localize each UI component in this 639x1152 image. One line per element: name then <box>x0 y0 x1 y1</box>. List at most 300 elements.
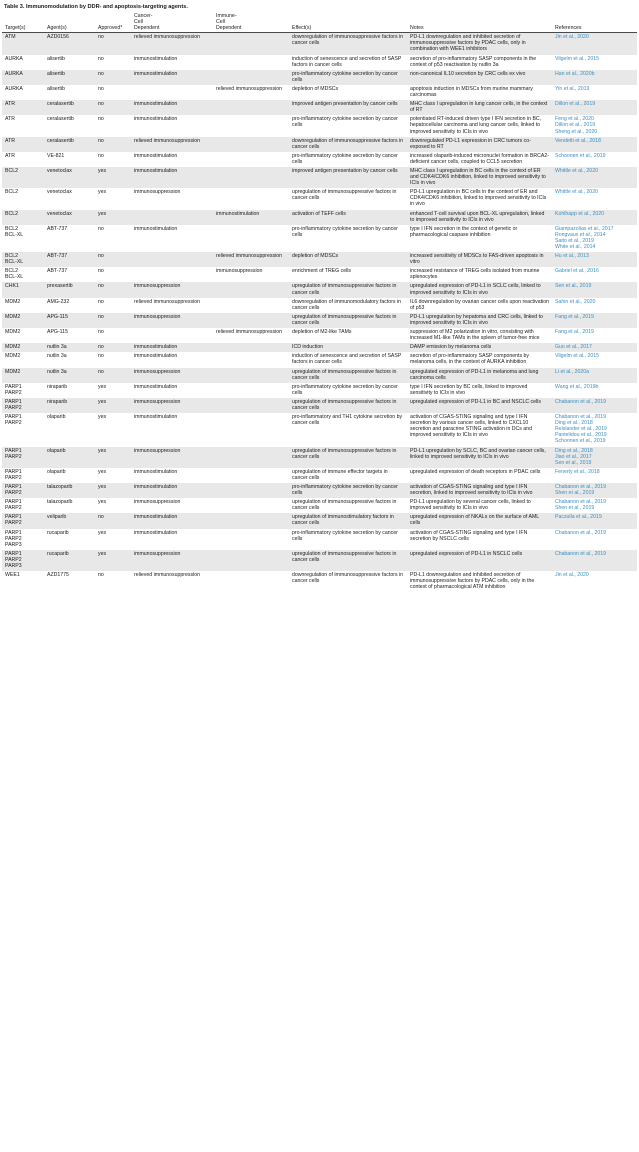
cell-references <box>552 352 637 367</box>
table-row <box>2 33 637 55</box>
cell-immune-cell-dependent <box>213 447 289 468</box>
cell-references <box>552 210 637 225</box>
cell-effect: pro-inflammatory cytokine secretion by cancer cells <box>292 152 398 165</box>
header-ccd-line: Dependent <box>134 25 160 32</box>
table-row <box>2 70 637 85</box>
cell-target <box>2 252 44 267</box>
cell-immune-cell-dependent <box>213 413 289 446</box>
cell-target <box>2 115 44 136</box>
cell-agent: ceralasertib <box>47 116 74 123</box>
cell-notes: PD-L1 downregulation and inhibited secretion of immunosuppressive factors by PDAC cells, only in the context of pharmacological ATM inhibition <box>410 572 535 591</box>
reference-link[interactable]: Ding et al., 2018 <box>555 447 593 454</box>
reference-link[interactable]: Hu et al., 2013 <box>555 253 589 260</box>
target-name: PARP2 <box>5 474 22 481</box>
cell-target <box>2 383 44 398</box>
cell-notes: upregulated expression of PD-L1 in SCLC cells, linked to improved sensitivity to ICIs in vivo <box>410 283 541 296</box>
reference-link[interactable]: Sen et al., 2019 <box>555 283 592 290</box>
cell-immune-cell-dependent <box>213 167 289 188</box>
cell-references <box>552 328 637 343</box>
cell-references <box>552 100 637 115</box>
table-row <box>2 85 637 100</box>
cell-references <box>552 115 637 136</box>
cell-effect: upregulation of immunosuppressive factors in cancer cells <box>292 499 397 512</box>
target-name: CHK1 <box>5 283 19 290</box>
cell-target <box>2 298 44 313</box>
cell-cancer-cell-dependent: immunostimulation <box>134 152 178 159</box>
cell-references <box>552 368 637 383</box>
cell-references <box>552 483 637 498</box>
target-name: MDM2 <box>5 313 21 320</box>
cell-notes: secretion of pro-inflammatory SASP components by melanoma cells, in the context of AURKA inhibition <box>410 353 529 366</box>
cell-target <box>2 100 44 115</box>
target-name: PARP2 <box>5 505 22 512</box>
reference-link[interactable]: Chabanon et al., 2019 <box>555 398 607 405</box>
cell-cancer-cell-dependent <box>131 267 213 282</box>
reference-link[interactable]: Fang et al., 2019 <box>555 313 594 320</box>
cell-immune-cell-dependent <box>213 115 289 136</box>
cell-target <box>2 483 44 498</box>
cell-cancer-cell-dependent <box>131 328 213 343</box>
table-row <box>2 447 637 468</box>
cell-references <box>552 282 637 297</box>
cell-target <box>2 85 44 100</box>
cell-immune-cell-dependent <box>213 282 289 297</box>
cell-approved: no <box>98 353 104 360</box>
table-row <box>2 210 637 225</box>
cell-notes: type I IFN secretion by BC cells, linked to improved sensitivity to ICIs in vivo <box>410 383 528 396</box>
cell-agent: APG-115 <box>47 313 68 320</box>
reference-link[interactable]: Vendetti et al., 2018 <box>555 137 601 144</box>
target-name: MDM2 <box>5 353 21 360</box>
cell-effect: pro-inflammatory cytokine secretion by cancer cells <box>292 484 398 497</box>
cell-effect: enrichment of TREG cells <box>292 268 352 275</box>
cell-immune-cell-dependent <box>213 152 289 167</box>
cell-approved: no <box>98 344 104 351</box>
header-icd-line: Cell <box>216 19 225 26</box>
target-name: ATR <box>5 137 15 144</box>
reference-link[interactable]: Vilgelm et al., 2015 <box>555 55 600 62</box>
cell-references <box>552 498 637 513</box>
cell-effect: pro-inflammatory cytokine secretion by cancer cells <box>292 383 398 396</box>
reference-link[interactable]: Guo et al., 2017 <box>555 344 592 351</box>
cell-notes: increased sensitivity of MDSCs to FAS-driven apoptosis in vitro <box>410 253 544 266</box>
reference-link[interactable]: Wang et al., 2019b <box>555 383 599 390</box>
cell-target <box>2 343 44 352</box>
cell-agent: olaparib <box>47 447 66 454</box>
cell-notes: upregulated expression of PD-L1 in melanoma and lung carcinoma cells <box>410 368 539 381</box>
cell-references <box>552 398 637 413</box>
reference-link[interactable]: Reislander et al., 2019 <box>555 426 607 433</box>
immunomodulation-table <box>2 13 637 592</box>
header-cancer-cell-dependent <box>131 13 213 33</box>
table-row <box>2 55 637 70</box>
reference-link[interactable]: Whittle et al., 2020 <box>555 167 598 174</box>
cell-cancer-cell-dependent <box>131 210 213 225</box>
table-row <box>2 328 637 343</box>
cell-notes: non-canonical IL10 secretion by CRC cells ex vivo <box>410 70 526 77</box>
target-name: ATR <box>5 116 15 123</box>
reference-link[interactable]: White et al., 2014 <box>555 244 596 250</box>
cell-target <box>2 328 44 343</box>
target-name: BCL2 <box>5 253 18 260</box>
cell-references <box>552 529 637 550</box>
cell-immune-cell-dependent <box>213 343 289 352</box>
cell-notes: PD-L1 upregulation in BC cells in the context of ER and CDK4/CDK6 inhibition, linked to improved sensitivity to ICIs in vivo <box>410 189 547 208</box>
cell-agent: rucaparib <box>47 550 69 557</box>
cell-agent: niraparib <box>47 383 68 390</box>
reference-link[interactable]: Jin et al., 2020 <box>555 572 589 579</box>
reference-link[interactable]: Paczulla et al., 2019 <box>555 514 602 521</box>
target-name: BCL-XL <box>5 274 24 281</box>
header-immune-cell-dependent <box>213 13 289 33</box>
cell-approved: yes <box>98 529 107 536</box>
reference-link[interactable]: Chabanon et al., 2019 <box>555 484 607 490</box>
table-header <box>2 13 637 33</box>
cell-cancer-cell-dependent: immunostimulation <box>134 383 178 390</box>
reference-link[interactable]: Dillon et al., 2019 <box>555 122 596 129</box>
header-ccd-line: Cell <box>134 19 143 26</box>
reference-link[interactable]: Shen et al., 2019 <box>555 490 595 497</box>
reference-link[interactable]: Fang et al., 2019 <box>555 329 594 336</box>
reference-link[interactable]: Schoonen et al., 2019 <box>555 152 606 159</box>
cell-immune-cell-dependent <box>213 513 289 528</box>
table-row <box>2 282 637 297</box>
reference-link[interactable]: Yin et al., 2019 <box>555 85 590 92</box>
cell-references <box>552 298 637 313</box>
table-row <box>2 513 637 528</box>
cell-target <box>2 152 44 167</box>
cell-approved: no <box>98 514 104 521</box>
target-name: PARP1 <box>5 383 22 390</box>
cell-target <box>2 571 44 592</box>
target-name: MDM2 <box>5 368 21 375</box>
cell-cancer-cell-dependent: immunosuppression <box>134 368 181 375</box>
reference-link[interactable]: Kohlhapp et al., 2020 <box>555 210 605 217</box>
cell-immune-cell-dependent <box>213 298 289 313</box>
header-agent: Agent(s) <box>44 13 95 33</box>
cell-references <box>552 267 637 282</box>
reference-link[interactable]: Fenerty et al., 2018 <box>555 468 600 475</box>
target-name: PARP1 <box>5 529 22 536</box>
target-name: PARP2 <box>5 556 22 563</box>
cell-notes: upregulated expression of PD-L1 in BC and NSCLC cells <box>410 398 541 405</box>
cell-approved: yes <box>98 414 107 421</box>
target-name: BCL2 <box>5 225 18 232</box>
cell-target <box>2 33 44 55</box>
cell-target <box>2 267 44 282</box>
reference-link[interactable]: Ding et al., 2018 <box>555 420 593 427</box>
cell-cancer-cell-dependent: immunosuppression <box>134 447 181 454</box>
target-name: BCL2 <box>5 268 18 275</box>
cell-agent: talazoparib <box>47 499 73 506</box>
reference-link[interactable]: Saito et al., 2019 <box>555 237 594 244</box>
cell-cancer-cell-dependent: immunosuppression <box>134 398 181 405</box>
header-notes: Notes <box>407 13 552 33</box>
cell-immune-cell-dependent <box>213 368 289 383</box>
target-name: AURKA <box>5 70 23 77</box>
cell-notes: activation of CGAS-STING signaling and type I IFN secretion by various cancer cells, linked to CXCL10 secretion and paracrine STING activation in DCs and improved sensitivity to ICIs in vivo <box>410 414 532 439</box>
cell-cancer-cell-dependent: relieved immunosuppression <box>134 34 201 41</box>
reference-link[interactable]: Giampazolias et al., 2017 <box>555 225 614 232</box>
header-target: Target(s) <box>2 13 44 33</box>
target-name: PARP1 <box>5 499 22 506</box>
cell-references <box>552 383 637 398</box>
cell-references <box>552 571 637 592</box>
cell-effect: upregulation of immunostimulatory factors in cancer cells <box>292 514 394 527</box>
cell-notes: upregulated expression of death receptors in PDAC cells <box>410 468 541 475</box>
cell-notes: PD-L1 upregulation by hepatoma and CRC cells, linked to improved sensitivity to ICIs in vivo <box>410 313 543 326</box>
table-row <box>2 137 637 152</box>
cell-approved: no <box>98 85 104 92</box>
cell-notes: MHC class I upregulation in lung cancer cells, in the context of RT <box>410 101 548 114</box>
cell-approved: no <box>98 55 104 62</box>
cell-agent: AZD0156 <box>47 34 69 41</box>
cell-immune-cell-dependent <box>213 70 289 85</box>
cell-notes: upregulated expression of PD-L1 in NSCLC cells <box>410 550 523 557</box>
cell-cancer-cell-dependent: immunostimulation <box>134 529 178 536</box>
cell-agent: nutlin 3a <box>47 353 67 360</box>
cell-target <box>2 413 44 446</box>
table-row <box>2 368 637 383</box>
cell-agent: ceralasertib <box>47 101 74 108</box>
cell-approved: no <box>98 152 104 159</box>
target-name: PARP2 <box>5 535 22 542</box>
cell-immune-cell-dependent <box>213 498 289 513</box>
cell-cancer-cell-dependent: immunostimulation <box>134 514 178 521</box>
reference-link[interactable]: Chabanon et al., 2019 <box>555 414 607 421</box>
cell-agent: ABT-737 <box>47 268 68 275</box>
reference-link[interactable]: Vilgelm et al., 2015 <box>555 353 600 360</box>
table-caption: Table 3. Immunomodulation by DDR- and apoptosis-targeting agents. <box>4 4 188 10</box>
cell-immune-cell-dependent <box>213 468 289 483</box>
cell-immune-cell-dependent <box>213 55 289 70</box>
cell-effect: improved antigen presentation by cancer cells <box>292 101 398 108</box>
cell-references <box>552 550 637 571</box>
cell-notes: apoptosis induction in MDSCs from murine mammary carcinomas <box>410 85 533 99</box>
target-name: PARP2 <box>5 520 22 527</box>
cell-agent: nutlin 3a <box>47 368 67 375</box>
cell-target <box>2 225 44 252</box>
cell-effect: upregulation of immune effector targets in cancer cells <box>292 468 388 481</box>
cell-cancer-cell-dependent: immunostimulation <box>134 101 178 108</box>
cell-notes: PD-L1 upregulation by SCLC, BC and ovarian cancer cells, linked to improved sensitivity to ICIs in vivo <box>410 447 546 460</box>
cell-cancer-cell-dependent: immunostimulation <box>134 353 178 360</box>
cell-effect: downregulation of immunosuppressive factors in cancer cells <box>292 34 404 47</box>
table-row <box>2 343 637 352</box>
cell-agent: alisertib <box>47 70 65 77</box>
table-row <box>2 188 637 209</box>
cell-approved: no <box>98 225 104 232</box>
cell-approved: yes <box>98 398 107 405</box>
reference-link[interactable]: Sahin et al., 2020 <box>555 298 596 305</box>
header-ccd-line: Cancer- <box>134 13 153 19</box>
cell-target <box>2 468 44 483</box>
cell-effect: pro-inflammatory and TH1 cytokine secretion by cancer cells <box>292 414 403 427</box>
reference-link[interactable]: Jin et al., 2020 <box>555 34 589 41</box>
reference-link[interactable]: Feng et al., 2020 <box>555 116 594 123</box>
table-body <box>2 33 637 593</box>
table-row <box>2 571 637 592</box>
cell-immune-cell-dependent <box>213 225 289 252</box>
cell-effect: depletion of M2-like TAMs <box>292 329 352 336</box>
cell-approved: no <box>98 253 104 260</box>
cell-cancer-cell-dependent: immunostimulation <box>134 167 178 174</box>
reference-link[interactable]: Jiao et al., 2017 <box>555 453 592 460</box>
cell-immune-cell-dependent: immunosuppression <box>216 268 263 275</box>
target-name: MDM2 <box>5 344 21 351</box>
cell-effect: upregulation of immunosuppressive factors in cancer cells <box>292 368 397 381</box>
cell-effect: depletion of MDSCs <box>292 253 339 260</box>
header-approved: Approved* <box>95 13 131 33</box>
table-row <box>2 252 637 267</box>
cell-cancer-cell-dependent: relieved immunosuppression <box>134 572 201 579</box>
target-name: PARP2 <box>5 404 22 411</box>
table-row <box>2 152 637 167</box>
cell-immune-cell-dependent <box>213 33 289 55</box>
target-name: ATR <box>5 101 15 108</box>
cell-references <box>552 343 637 352</box>
cell-effect: upregulation of immunosuppressive factors in cancer cells <box>292 398 397 411</box>
cell-effect: pro-inflammatory cytokine secretion by cancer cells <box>292 529 398 542</box>
cell-target <box>2 398 44 413</box>
cell-effect: downregulation of immunosuppressive factors in cancer cells <box>292 572 404 585</box>
cell-approved: yes <box>98 499 107 506</box>
cell-target <box>2 352 44 367</box>
cell-effect: downregulation of immunomodulatory factors in cancer cells <box>292 298 401 311</box>
cell-references <box>552 225 637 252</box>
reference-link[interactable]: Schoonen et al., 2019 <box>555 438 606 445</box>
cell-approved: yes <box>98 550 107 557</box>
cell-references <box>552 152 637 167</box>
reference-link[interactable]: Whittle et al., 2020 <box>555 189 598 196</box>
cell-target <box>2 70 44 85</box>
cell-notes: activation of CGAS-STING signaling and type I IFN secretion by NSCLC cells <box>410 529 528 542</box>
cell-immune-cell-dependent <box>213 100 289 115</box>
cell-notes: suppression of M2 polarization in vitro, consisting with increased M1-like TAMs in the spleen of tumor-free mice <box>410 329 540 342</box>
reference-link[interactable]: Shen et al., 2019 <box>555 505 595 512</box>
target-name: WEE1 <box>5 572 20 579</box>
cell-effect: ICD induction <box>292 344 324 351</box>
cell-target <box>2 282 44 297</box>
cell-immune-cell-dependent <box>213 571 289 592</box>
cell-immune-cell-dependent: immunostimulation <box>216 210 260 217</box>
cell-agent: VE-821 <box>47 152 65 159</box>
cell-cancer-cell-dependent: immunostimulation <box>134 55 178 62</box>
reference-link[interactable]: Chabanon et al., 2019 <box>555 550 607 557</box>
reference-link[interactable]: Chabanon et al., 2019 <box>555 529 607 536</box>
cell-references <box>552 188 637 209</box>
table-row <box>2 413 637 446</box>
cell-agent: prexasertib <box>47 283 73 290</box>
target-name: BCL-XL <box>5 259 24 266</box>
reference-link[interactable]: Dillon et al., 2019 <box>555 101 596 108</box>
cell-approved: no <box>98 34 104 41</box>
cell-agent: talazoparib <box>47 484 73 490</box>
cell-notes: potentiated RT-induced driven type I IFN secretion in BC, hepatocellular carcinoma and lung cancer cells, linked to improved sensitivity to ICIs in vivo <box>410 116 542 135</box>
table-row <box>2 313 637 328</box>
reference-link[interactable]: Pantelidou et al., 2019 <box>555 432 607 439</box>
table-row <box>2 383 637 398</box>
target-name: PARP1 <box>5 484 22 490</box>
reference-link[interactable]: Li et al., 2020a <box>555 368 590 375</box>
cell-notes: increased olaparib-induced micronuclei formation in BRCA2-deficient cancer cells, coupled to CCL5 secretion <box>410 152 549 165</box>
target-name: PARP1 <box>5 550 22 557</box>
reference-link[interactable]: Chabanon et al., 2019 <box>555 499 607 506</box>
cell-target <box>2 498 44 513</box>
cell-notes: PD-L1 upregulation by several cancer cells, linked to improved sensitivity to ICIs in vivo <box>410 499 531 512</box>
cell-cancer-cell-dependent: immunostimulation <box>134 225 178 232</box>
cell-cancer-cell-dependent: relieved immunosuppression <box>134 137 201 144</box>
cell-cancer-cell-dependent: immunostimulation <box>134 484 178 490</box>
cell-references <box>552 468 637 483</box>
cell-effect: pro-inflammatory cytokine secretion by cancer cells <box>292 225 398 238</box>
cell-target <box>2 55 44 70</box>
cell-target <box>2 210 44 225</box>
table-row <box>2 115 637 136</box>
cell-effect: activation of TEFF cells <box>292 210 346 217</box>
target-name: PARP1 <box>5 514 22 521</box>
cell-notes: increased resistance of TREG cells isolated from murine splenocytes <box>410 268 540 281</box>
reference-link[interactable]: Han et al., 2020b <box>555 70 595 77</box>
reference-link[interactable]: Rongvaux et al., 2014 <box>555 231 606 238</box>
target-name: PARP2 <box>5 490 22 497</box>
cell-cancer-cell-dependent: immunostimulation <box>134 414 178 421</box>
target-name: PARP1 <box>5 468 22 475</box>
cell-cancer-cell-dependent: immunostimulation <box>134 116 178 123</box>
cell-approved: yes <box>98 167 107 174</box>
cell-references <box>552 413 637 446</box>
cell-approved: yes <box>98 383 107 390</box>
target-name: PARP3 <box>5 541 22 548</box>
cell-agent: venetoclax <box>47 189 72 196</box>
target-name: MDM2 <box>5 329 21 336</box>
cell-agent: alisertib <box>47 85 65 92</box>
cell-cancer-cell-dependent <box>131 85 213 100</box>
cell-approved: no <box>98 368 104 375</box>
cell-agent: venetoclax <box>47 167 72 174</box>
cell-immune-cell-dependent <box>213 398 289 413</box>
cell-approved: no <box>98 101 104 108</box>
target-name: MDM2 <box>5 298 21 305</box>
cell-immune-cell-dependent <box>213 137 289 152</box>
target-name: BCL2 <box>5 189 18 196</box>
table-row <box>2 167 637 188</box>
table-row <box>2 468 637 483</box>
header-icd-line: Dependent <box>216 25 242 32</box>
cell-target <box>2 167 44 188</box>
cell-immune-cell-dependent: relieved immunosuppression <box>216 85 283 92</box>
cell-target <box>2 313 44 328</box>
target-name: PARP2 <box>5 389 22 396</box>
cell-notes: DAMP emission by melanoma cells <box>410 344 492 351</box>
cell-effect: downregulation of immunosuppressive factors in cancer cells <box>292 137 404 150</box>
cell-cancer-cell-dependent: immunosuppression <box>134 189 181 196</box>
reference-link[interactable]: Sen et al., 2019 <box>555 459 592 466</box>
cell-approved: no <box>98 329 104 336</box>
table-row <box>2 483 637 498</box>
cell-agent: nutlin 3a <box>47 344 67 351</box>
table-row <box>2 550 637 571</box>
reference-link[interactable]: Sheng et al., 2020 <box>555 128 598 135</box>
cell-approved: no <box>98 268 104 275</box>
cell-target <box>2 447 44 468</box>
cell-notes: enhanced T-cell survival upon BCL-XL upregulation, linked to improved sensitivity to ICIs in vivo <box>410 210 545 223</box>
cell-effect: upregulation of immunosuppressive factors in cancer cells <box>292 189 397 202</box>
reference-link[interactable]: Gabriel et al., 2016 <box>555 268 599 275</box>
target-name: PARP1 <box>5 447 22 454</box>
cell-agent: alisertib <box>47 55 65 62</box>
cell-references <box>552 55 637 70</box>
